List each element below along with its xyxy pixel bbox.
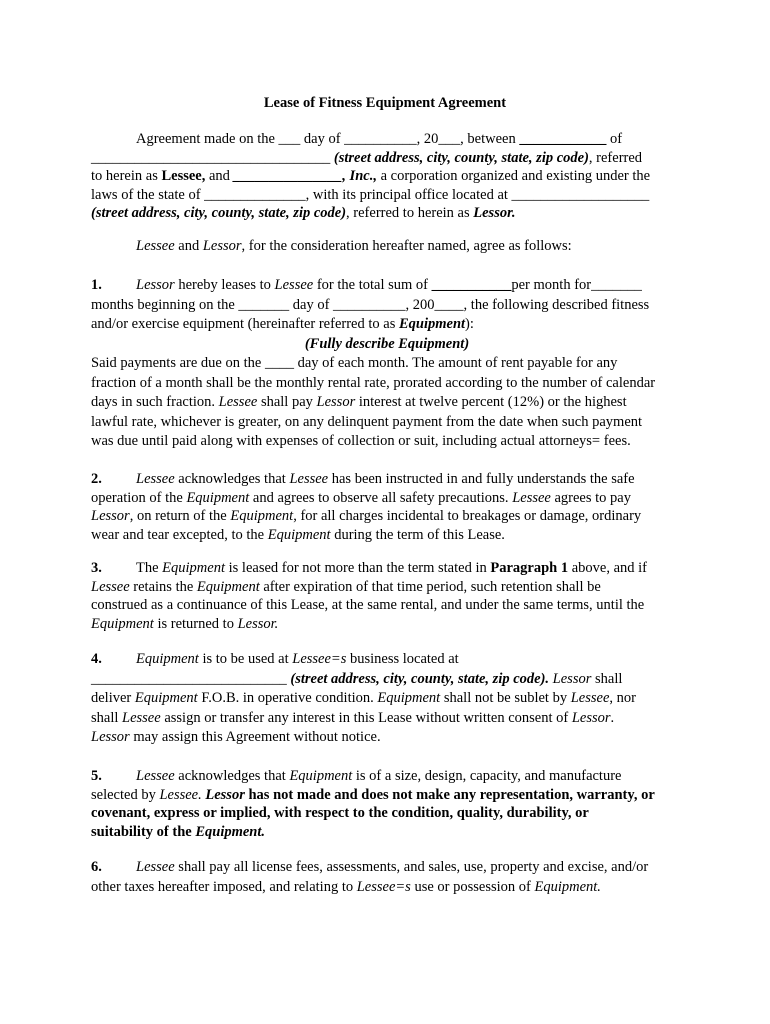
document-title: Lease of Fitness Equipment Agreement — [263, 95, 507, 111]
paragraph-2: 2. Lessee acknowledges that Lessee has been instructed in and fully understands the safe operation of the Equipment and agrees to observe all safety precautions. Lessee agrees to pay Lessor, on return of the Equipment, for all charges incidental to breakages or damage, ordinary wear and tear excepted, to the Equipment during the term of this Lease. — [91, 471, 642, 543]
paragraph-1: 1. Lessor hereby leases to Lessee for the total sum of ___________per month for_______ months beginning on the _______ day of __________, 200____, the following described fitness and/or exercise equipment (hereinafter referred to as Equipment): (Fully describe Equipment) Said payments are due on the ____ day of each month. The amount of rent payable for any fraction of a month shall be the monthly rental rate, prorated according to the number of calendar days in such fraction. Lessee shall pay Lessor interest at twelve percent (12%) or the highest lawful rate, whichever is greater, on any delinquent payment from the date when such payment was due until paid along with expenses of collection or suit, including actual attorneys= fees. — [91, 277, 656, 449]
paragraph-5: 5. Lessee acknowledges that Equipment is of a size, design, capacity, and manufacture selected by Lessee. Lessor has not made and does not make any representation, warranty, or covenant, express or implied, with respect to the condition, quality, durability, or suitability of the Equipment. — [91, 768, 655, 840]
paragraph-6: 6. Lessee shall pay all license fees, assessments, and sales, use, property and excise, and/or other taxes hereafter imposed, and relating to Lessee=s use or possession of Equipment. — [91, 859, 649, 895]
paragraph-3: 3. The Equipment is leased for not more than the term stated in Paragraph 1 above, and if Lessee retains the Equipment after expiration of that time period, such retention shall be construed as a continuance of this Lease, at the same rental, and under the same terms, until the Equipment is returned to Lessor. — [91, 560, 648, 632]
intro-paragraph: Agreement made on the ___ day of __________, 20___, between ____________ of _________________________________ (street address, city, county, state, zip code), referred to herein as Lessee, and _______________, Inc., a corporation organized and existing under the laws of the state of ______________, with its principal office located at ___________________ (street address, city, county, state, zip code), referred to herein as Lessor. — [91, 131, 651, 222]
paragraph-4: 4. Equipment is to be used at Lessee=s business located at ___________________________ (street address, city, county, state, zip code). Lessor shall deliver Equipment F.O.B. in operative condition. Equipment shall not be sublet by Lessee, nor shall Lessee assign or transfer any interest in this Lease without written consent of Lessor. Lessor may assign this Agreement without notice. — [91, 651, 636, 745]
agreement-statement: Lessee and Lessor, for the consideration hereafter named, agree as follows: — [136, 238, 572, 254]
